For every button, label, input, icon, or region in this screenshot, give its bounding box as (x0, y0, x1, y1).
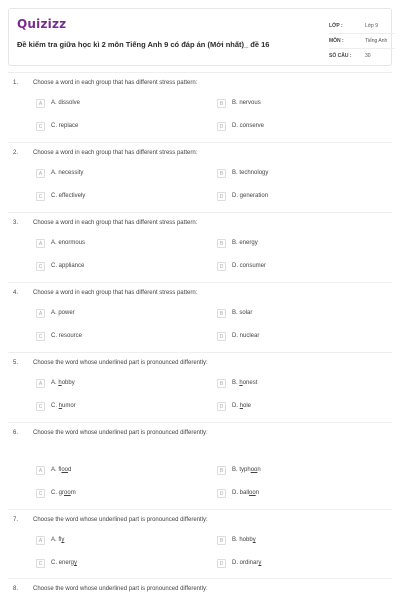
question-text: Choose the word whose underlined part is pronounced differently: (33, 360, 208, 366)
option-letter-box: A (36, 169, 45, 178)
option-text: A. power (51, 310, 75, 316)
option-letter-box: C (36, 262, 45, 271)
option-letter-box: D (217, 489, 226, 498)
meta-value: Tiếng Anh (365, 38, 388, 44)
option-text: D. consumer (232, 263, 267, 269)
question-text: Choose a word in each group that has different stress pattern: (33, 290, 198, 296)
question-text: Choose the word whose underlined part is pronounced differently: (33, 517, 208, 523)
option-letter-box: D (217, 262, 226, 271)
question-text: Choose the word whose underlined part is pronounced differently: (33, 586, 208, 592)
meta-row-grade (329, 19, 395, 34)
meta-value: Lớp 9 (365, 23, 379, 29)
option-letter-box: D (217, 402, 226, 411)
option-text: D. balloon (232, 490, 260, 496)
option-text: D. conserve (232, 123, 265, 129)
option-text: C. humor (51, 403, 76, 409)
option-letter-box: B (217, 536, 226, 545)
question-number: 8. (13, 586, 19, 592)
option-text: C. resource (51, 333, 83, 339)
divider (8, 352, 392, 353)
quizizz-logo: Quizizz (17, 17, 67, 31)
option-text: C. energy (51, 560, 78, 566)
meta-label: SỐ CÂU : (329, 53, 352, 59)
option-letter-box: B (217, 169, 226, 178)
option-text: B. hobby (232, 537, 256, 543)
question-number: 1. (13, 80, 19, 86)
question-number: 7. (13, 517, 19, 523)
option-text: B. technology (232, 170, 269, 176)
option-letter-box: B (217, 99, 226, 108)
divider (8, 72, 392, 73)
meta-value: 30 (365, 53, 371, 59)
divider (8, 422, 392, 423)
option-text: A. dissolve (51, 100, 81, 106)
meta-table (329, 19, 395, 64)
divider (8, 509, 392, 510)
question-text: Choose a word in each group that has different stress pattern: (33, 220, 198, 226)
option-letter-box: B (217, 466, 226, 475)
question-number: 6. (13, 430, 19, 436)
option-letter-box: C (36, 192, 45, 201)
option-letter-box: D (217, 122, 226, 131)
page-title: Đề kiểm tra giữa học kì 2 môn Tiếng Anh 9 có đáp án (Mới nhất)_ đề 16 (17, 40, 270, 49)
option-text: A. necessity (51, 170, 84, 176)
divider (8, 212, 392, 213)
option-letter-box: D (217, 332, 226, 341)
option-letter-box: C (36, 332, 45, 341)
option-letter-box: A (36, 466, 45, 475)
option-text: B. energy (232, 240, 258, 246)
option-letter-box: C (36, 402, 45, 411)
option-text: A. fly (51, 537, 65, 543)
option-letter-box: B (217, 239, 226, 248)
option-letter-box: A (36, 536, 45, 545)
worksheet-header (8, 8, 392, 66)
option-letter-box: C (36, 489, 45, 498)
option-text: D. nuclear (232, 333, 260, 339)
option-text: B. solar (232, 310, 253, 316)
option-letter-box: A (36, 309, 45, 318)
question-number: 3. (13, 220, 19, 226)
option-letter-box: B (217, 379, 226, 388)
option-text: A. enormous (51, 240, 86, 246)
option-text: A. hobby (51, 380, 75, 386)
question-number: 4. (13, 290, 19, 296)
option-text: C. effectively (51, 193, 86, 199)
question-text: Choose a word in each group that has different stress pattern: (33, 80, 198, 86)
option-letter-box: C (36, 122, 45, 131)
question-number: 2. (13, 150, 19, 156)
option-text: C. appliance (51, 263, 85, 269)
option-letter-box: D (217, 192, 226, 201)
option-text: D. ordinary (232, 560, 262, 566)
meta-row-subject (329, 34, 395, 49)
divider (8, 578, 392, 579)
option-text: D. hole (232, 403, 252, 409)
divider (8, 142, 392, 143)
option-text: C. groom (51, 490, 76, 496)
option-text: B. nervous (232, 100, 261, 106)
option-letter-box: A (36, 239, 45, 248)
question-text: Choose a word in each group that has different stress pattern: (33, 150, 198, 156)
meta-label: MÔN : (329, 38, 344, 44)
option-text: C. replace (51, 123, 79, 129)
option-text: B. honest (232, 380, 258, 386)
divider (8, 282, 392, 283)
option-letter-box: D (217, 559, 226, 568)
question-number: 5. (13, 360, 19, 366)
option-letter-box: A (36, 379, 45, 388)
option-letter-box: C (36, 559, 45, 568)
option-letter-box: A (36, 99, 45, 108)
meta-row-count (329, 49, 395, 64)
question-text: Choose the word whose underlined part is pronounced differently: (33, 430, 208, 436)
option-text: B. typhoon (232, 467, 261, 473)
meta-label: LỚP : (329, 23, 343, 29)
option-text: D. generation (232, 193, 269, 199)
option-text: A. flood (51, 467, 72, 473)
option-letter-box: B (217, 309, 226, 318)
